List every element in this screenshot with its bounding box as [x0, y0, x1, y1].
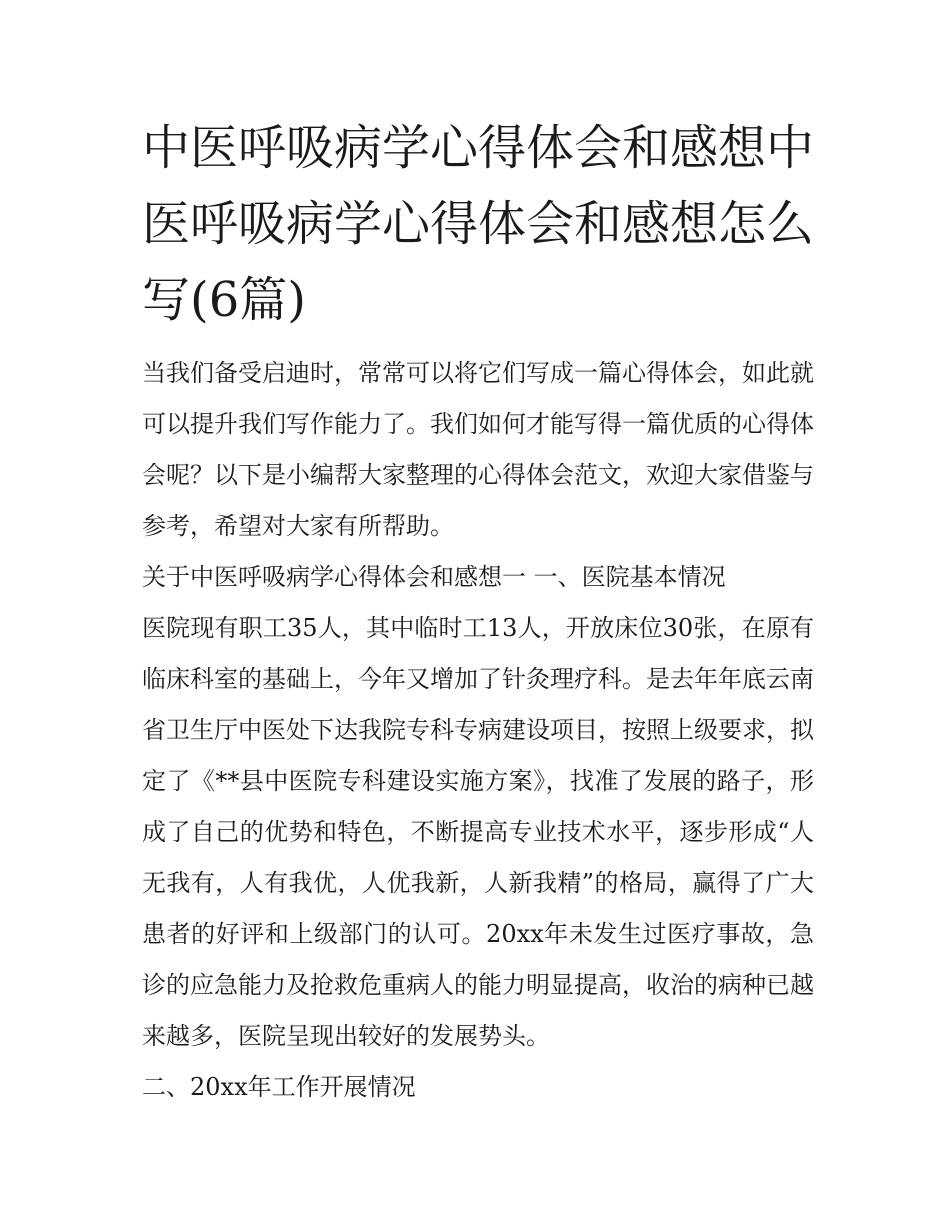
- intro-paragraph: 当我们备受启迪时，常常可以将它们写成一篇心得体会，如此就可以提升我们写作能力了。我们如何才能写得一篇优质的心得体会呢？以下是小编帮大家整理的心得体会范文，欢迎大家借鉴与参考，希望对大家有所帮助。: [142, 359, 814, 540]
- section-heading-1: 关于中医呼吸病学心得体会和感想一 一、医院基本情况: [142, 563, 726, 591]
- document-page: [142, 110, 814, 1113]
- body-paragraph: 医院现有职工35人，其中临时工13人，开放床位30张，在原有临床科室的基础上，今年又增加了针灸理疗科。是去年年底云南省卫生厅中医处下达我院专科专病建设项目，按照上级要求，拟定了《**县中医院专科建设实施方案》，找准了发展的路子，形成了自己的优势和特色，不断提高专业技术水平，逐步形成“人无我有，人有我优，人优我新，人新我精”的格局，赢得了广大患者的好评和上级部门的认可。20xx年未发生过医疗事故，急诊的应急能力及抢救危重病人的能力明显提高，收治的病种已越来越多，医院呈现出较好的发展势头。: [142, 614, 814, 1050]
- section-heading-2: 二、20xx年工作开展情况: [142, 1073, 416, 1101]
- document-title: 中医呼吸病学心得体会和感想中医呼吸病学心得体会和感想怎么写(6篇): [142, 120, 815, 328]
